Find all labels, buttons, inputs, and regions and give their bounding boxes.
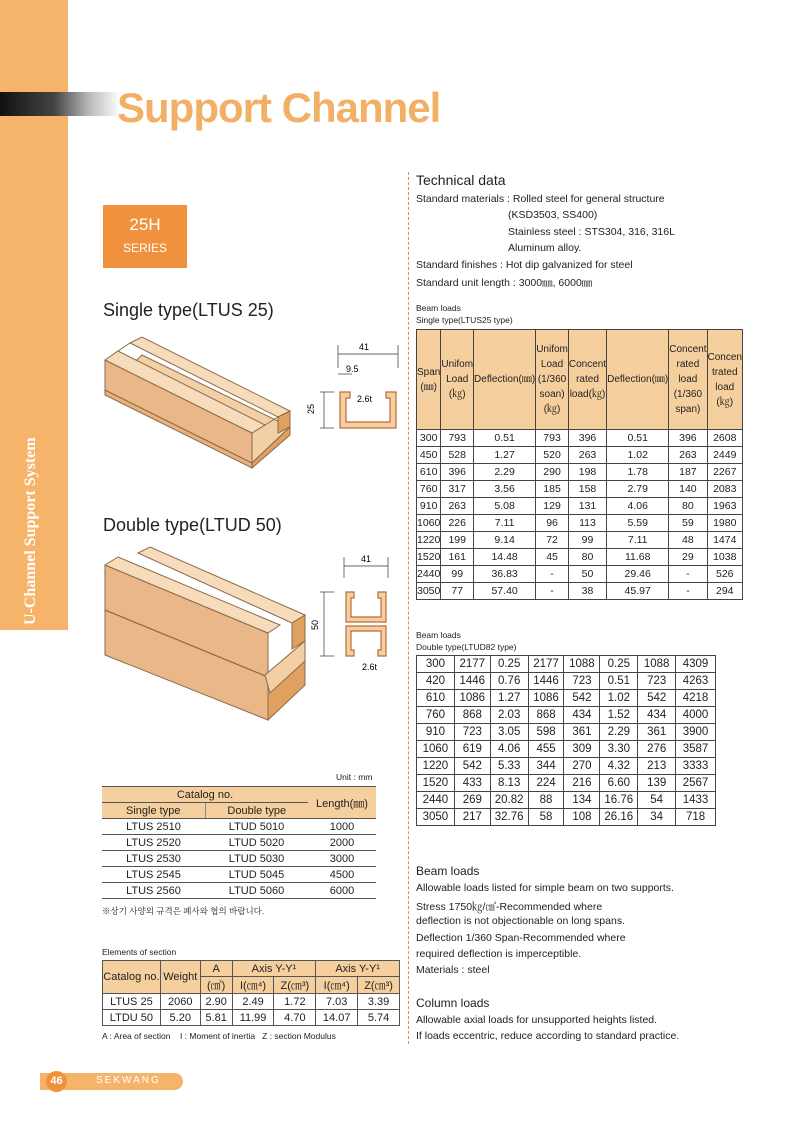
col-header: Unifom Load (㎏) — [441, 330, 474, 430]
table-cell: 1446 — [528, 673, 564, 690]
tech-line: Standard finishes : Hot dip galvanized for steel — [416, 259, 633, 271]
table-cell: 1000 — [308, 819, 376, 835]
table-cell: 45 — [536, 549, 569, 566]
elements-table — [102, 960, 400, 1026]
table-cell: 0.76 — [490, 673, 528, 690]
table-cell: LTUS 2560 — [102, 883, 205, 899]
table-cell: 361 — [564, 724, 600, 741]
table-cell: 868 — [454, 707, 490, 724]
table-cell: 58 — [528, 809, 564, 826]
beam-note-line: Deflection 1/360 Span-Recommended where — [416, 932, 626, 944]
elements-i-header: I(㎝⁴) — [232, 977, 274, 994]
column-divider — [408, 172, 409, 1044]
table-cell: 2.03 — [490, 707, 528, 724]
table-cell: 88 — [528, 792, 564, 809]
table-cell: 542 — [564, 690, 600, 707]
table-cell: 57.40 — [474, 583, 536, 600]
table-cell: 1086 — [454, 690, 490, 707]
beam-single-row — [417, 566, 743, 583]
table-cell: 54 — [638, 792, 676, 809]
table-cell: 2267 — [707, 464, 742, 481]
table-cell: 723 — [454, 724, 490, 741]
beam-double-row — [417, 758, 716, 775]
table-cell: 290 — [536, 464, 569, 481]
table-cell: 1060 — [417, 741, 455, 758]
table-cell: 2060 — [160, 994, 200, 1010]
table-cell: LTUD 5020 — [205, 835, 308, 851]
table-cell: 361 — [638, 724, 676, 741]
col-header: Span (㎜) — [417, 330, 441, 430]
series-badge — [103, 205, 187, 268]
col-header: Concent rated load(㎏) — [568, 330, 606, 430]
table-cell: 263 — [568, 447, 606, 464]
table-cell: 3.39 — [358, 994, 400, 1010]
table-cell: 276 — [638, 741, 676, 758]
table-cell: 1.02 — [607, 447, 669, 464]
elements-catalog-header: Catalog no. — [103, 961, 161, 994]
table-cell: LTUS 2520 — [102, 835, 205, 851]
table-cell: 7.11 — [474, 515, 536, 532]
table-cell: 1038 — [707, 549, 742, 566]
table-cell: 48 — [669, 532, 707, 549]
table-cell: 32.76 — [490, 809, 528, 826]
elements-z-header: Z(㎝³) — [274, 977, 316, 994]
table-cell: 187 — [669, 464, 707, 481]
single-channel-section-drawing — [300, 340, 410, 435]
table-cell: 1474 — [707, 532, 742, 549]
table-cell: 1446 — [454, 673, 490, 690]
table-cell: 45.97 — [607, 583, 669, 600]
col-header: Unifom Load (1/360 soan) (㎏) — [536, 330, 569, 430]
table-cell: 4263 — [676, 673, 716, 690]
table-cell: 598 — [528, 724, 564, 741]
elements-row — [103, 1010, 400, 1026]
table-cell: LTUS 2545 — [102, 867, 205, 883]
table-cell: 434 — [638, 707, 676, 724]
table-cell: 20.82 — [490, 792, 528, 809]
title-gradient-bar — [0, 92, 120, 116]
table-cell: 450 — [417, 447, 441, 464]
catalog-unit: Unit : mm — [336, 772, 373, 782]
elements-z-header: Z(㎝³) — [358, 977, 400, 994]
table-cell: 723 — [564, 673, 600, 690]
beam-note-line: Stress 1750㎏/㎠-Recommended where — [416, 901, 603, 913]
table-cell: 80 — [568, 549, 606, 566]
technical-data-title: Technical data — [416, 172, 506, 188]
table-cell: 344 — [528, 758, 564, 775]
tech-line: Standard materials : Rolled steel for general structure — [416, 193, 665, 205]
table-cell: 0.25 — [490, 656, 528, 673]
table-cell: 7.11 — [607, 532, 669, 549]
table-cell: 1433 — [676, 792, 716, 809]
table-cell: 217 — [454, 809, 490, 826]
single-channel-illustration — [100, 335, 300, 470]
table-cell: 77 — [441, 583, 474, 600]
single-lip-dim: 9.5 — [346, 364, 359, 374]
catalog-row — [102, 835, 376, 851]
table-cell: 5.59 — [607, 515, 669, 532]
table-cell: 317 — [441, 481, 474, 498]
table-cell: 4000 — [676, 707, 716, 724]
single-type-title: Single type(LTUS 25) — [103, 300, 274, 320]
table-cell: LTUS 2510 — [102, 819, 205, 835]
table-cell: 161 — [441, 549, 474, 566]
table-cell: 4500 — [308, 867, 376, 883]
table-cell: 619 — [454, 741, 490, 758]
table-cell: 198 — [568, 464, 606, 481]
table-cell: 2449 — [707, 447, 742, 464]
table-cell: 3050 — [417, 583, 441, 600]
col-header: Deflection(㎜) — [474, 330, 536, 430]
table-cell: 2000 — [308, 835, 376, 851]
table-cell: 309 — [564, 741, 600, 758]
table-cell: 3050 — [417, 809, 455, 826]
double-width-dim: 41 — [360, 554, 372, 564]
table-cell: 4.06 — [607, 498, 669, 515]
table-cell: 793 — [536, 430, 569, 447]
catalog-double-header: Double type — [205, 803, 308, 819]
catalog-row — [102, 883, 376, 899]
beam-double-table — [416, 655, 716, 826]
table-cell: 140 — [669, 481, 707, 498]
table-cell: LTUS 25 — [103, 994, 161, 1010]
beam-notes-title: Beam loads — [416, 864, 480, 878]
table-cell: 59 — [669, 515, 707, 532]
table-cell: 455 — [528, 741, 564, 758]
table-cell: 38 — [568, 583, 606, 600]
beam-double-subcaption: Double type(LTUD82 type) — [416, 642, 517, 652]
table-cell: 269 — [454, 792, 490, 809]
table-cell: 5.74 — [358, 1010, 400, 1026]
table-cell: 4.06 — [490, 741, 528, 758]
table-cell: 910 — [417, 724, 455, 741]
table-cell: 520 — [536, 447, 569, 464]
double-thick-dim: 2.6t — [362, 662, 378, 672]
table-cell: 1.27 — [490, 690, 528, 707]
beam-single-row — [417, 549, 743, 566]
table-cell: 542 — [454, 758, 490, 775]
table-cell: 1086 — [528, 690, 564, 707]
footer-brand: SEKWANG — [96, 1075, 161, 1086]
table-cell: 14.48 — [474, 549, 536, 566]
table-cell: 6.60 — [600, 775, 638, 792]
table-cell: 2608 — [707, 430, 742, 447]
table-cell: 226 — [441, 515, 474, 532]
table-cell: 3900 — [676, 724, 716, 741]
table-cell: LTUD 5060 — [205, 883, 308, 899]
table-cell: 2.29 — [474, 464, 536, 481]
table-cell: 224 — [528, 775, 564, 792]
table-cell: 610 — [417, 690, 455, 707]
series-label: SERIES — [122, 241, 167, 255]
beam-double-row — [417, 690, 716, 707]
beam-double-row — [417, 792, 716, 809]
beam-double-row — [417, 673, 716, 690]
catalog-row — [102, 867, 376, 883]
table-cell: 3000 — [308, 851, 376, 867]
beam-double-row — [417, 707, 716, 724]
table-cell: 4309 — [676, 656, 716, 673]
elements-a-unit: (㎠) — [200, 977, 232, 994]
elements-i-header: I(㎝⁴) — [316, 977, 358, 994]
table-cell: 9.14 — [474, 532, 536, 549]
table-cell: 108 — [564, 809, 600, 826]
table-cell: 185 — [536, 481, 569, 498]
table-cell: 2567 — [676, 775, 716, 792]
beam-single-row — [417, 481, 743, 498]
table-cell: 29.46 — [607, 566, 669, 583]
table-cell: 610 — [417, 464, 441, 481]
elements-axis1-header: Axis Y-Y¹ — [232, 961, 316, 977]
single-width-dim: 41 — [358, 342, 370, 352]
table-cell: LTUD 5030 — [205, 851, 308, 867]
table-cell: 0.25 — [600, 656, 638, 673]
table-cell: 723 — [638, 673, 676, 690]
table-cell: 26.16 — [600, 809, 638, 826]
table-cell: 34 — [638, 809, 676, 826]
table-cell: 72 — [536, 532, 569, 549]
double-channel-section-drawing — [300, 552, 410, 677]
table-cell: 50 — [568, 566, 606, 583]
table-cell: 1220 — [417, 532, 441, 549]
table-cell: 2.49 — [232, 994, 274, 1010]
table-cell: 2177 — [528, 656, 564, 673]
table-cell: 294 — [707, 583, 742, 600]
table-cell: 0.51 — [600, 673, 638, 690]
table-cell: 2.29 — [600, 724, 638, 741]
beam-double-row — [417, 775, 716, 792]
table-cell: 6000 — [308, 883, 376, 899]
beam-note-line: Materials : steel — [416, 964, 490, 976]
table-cell: 433 — [454, 775, 490, 792]
table-cell: 1.02 — [600, 690, 638, 707]
table-cell: 1088 — [638, 656, 676, 673]
table-cell: - — [669, 583, 707, 600]
table-cell: 5.81 — [200, 1010, 232, 1026]
table-cell: 99 — [441, 566, 474, 583]
beam-single-row — [417, 464, 743, 481]
table-cell: 528 — [441, 447, 474, 464]
col-header: Concent rated load (1/360 span) — [669, 330, 707, 430]
tech-line: Standard unit length : 3000㎜, 6000㎜ — [416, 277, 593, 289]
beam-single-table — [416, 329, 743, 600]
table-cell: 0.51 — [474, 430, 536, 447]
double-type-title: Double type(LTUD 50) — [103, 515, 282, 535]
series-name: 25H — [129, 215, 161, 234]
table-cell: 158 — [568, 481, 606, 498]
table-cell: 1.72 — [274, 994, 316, 1010]
beam-note-line: Allowable loads listed for simple beam on two supports. — [416, 882, 674, 894]
table-cell: 1.78 — [607, 464, 669, 481]
table-cell: 1.27 — [474, 447, 536, 464]
beam-single-row — [417, 532, 743, 549]
table-cell: 420 — [417, 673, 455, 690]
table-cell: 793 — [441, 430, 474, 447]
table-cell: 96 — [536, 515, 569, 532]
table-cell: 14.07 — [316, 1010, 358, 1026]
table-cell: 2440 — [417, 566, 441, 583]
beam-double-row — [417, 724, 716, 741]
table-cell: LTUS 2530 — [102, 851, 205, 867]
table-cell: 2440 — [417, 792, 455, 809]
table-cell: 718 — [676, 809, 716, 826]
table-cell: 199 — [441, 532, 474, 549]
catalog-single-header: Single type — [102, 803, 205, 819]
table-cell: 868 — [528, 707, 564, 724]
table-cell: 760 — [417, 481, 441, 498]
table-cell: 396 — [568, 430, 606, 447]
table-cell: 5.20 — [160, 1010, 200, 1026]
elements-a-header: A — [200, 961, 232, 977]
table-cell: LTUD 5010 — [205, 819, 308, 835]
page-title: Support Channel — [117, 84, 441, 131]
elements-axis2-header: Axis Y-Y¹ — [316, 961, 400, 977]
table-cell: 11.99 — [232, 1010, 274, 1026]
beam-note-line: deflection is not objectionable on long spans. — [416, 915, 625, 927]
beam-single-row — [417, 583, 743, 600]
single-thick-dim: 2.6t — [357, 394, 373, 404]
table-cell: 1060 — [417, 515, 441, 532]
elements-weight-header: Weight — [160, 961, 200, 994]
elements-caption: Elements of section — [102, 947, 177, 957]
beam-single-row — [417, 447, 743, 464]
beam-double-row — [417, 656, 716, 673]
table-cell: 7.03 — [316, 994, 358, 1010]
table-cell: 1220 — [417, 758, 455, 775]
catalog-row — [102, 851, 376, 867]
table-cell: 3333 — [676, 758, 716, 775]
table-cell: 3.56 — [474, 481, 536, 498]
table-cell: 396 — [441, 464, 474, 481]
column-note-line: If loads eccentric, reduce according to standard practice. — [416, 1030, 680, 1042]
table-cell: 8.13 — [490, 775, 528, 792]
table-cell: 113 — [568, 515, 606, 532]
col-header: Concen trated load (㎏) — [707, 330, 742, 430]
table-cell: 1.52 — [600, 707, 638, 724]
table-cell: 760 — [417, 707, 455, 724]
column-notes-title: Column loads — [416, 996, 490, 1010]
table-cell: - — [536, 583, 569, 600]
table-cell: 3.30 — [600, 741, 638, 758]
beam-single-row — [417, 515, 743, 532]
tech-line: Stainless steel : STS304, 316, 316L — [508, 226, 675, 238]
table-cell: 0.51 — [607, 430, 669, 447]
page-number: 46 — [46, 1071, 67, 1092]
beam-note-line: required deflection is imperceptible. — [416, 948, 582, 960]
beam-single-caption: Beam loads — [416, 303, 461, 313]
table-cell: 4.32 — [600, 758, 638, 775]
table-cell: 2177 — [454, 656, 490, 673]
table-cell: 139 — [638, 775, 676, 792]
table-cell: 910 — [417, 498, 441, 515]
table-cell: 129 — [536, 498, 569, 515]
table-cell: 542 — [638, 690, 676, 707]
table-cell: 1520 — [417, 775, 455, 792]
table-cell: 3.05 — [490, 724, 528, 741]
table-cell: 29 — [669, 549, 707, 566]
table-cell: LTDU 50 — [103, 1010, 161, 1026]
catalog-row — [102, 819, 376, 835]
table-cell: LTUD 5045 — [205, 867, 308, 883]
table-cell: 263 — [441, 498, 474, 515]
table-cell: 99 — [568, 532, 606, 549]
table-cell: 3587 — [676, 741, 716, 758]
table-cell: - — [669, 566, 707, 583]
col-header: Deflection(㎜) — [607, 330, 669, 430]
table-cell: 5.08 — [474, 498, 536, 515]
table-cell: 300 — [417, 656, 455, 673]
table-cell: 11.68 — [607, 549, 669, 566]
catalog-length-header: Length(㎜) — [308, 787, 376, 819]
table-cell: 4.70 — [274, 1010, 316, 1026]
table-cell: 1963 — [707, 498, 742, 515]
table-cell: 300 — [417, 430, 441, 447]
table-cell: 263 — [669, 447, 707, 464]
catalog-table — [102, 786, 376, 899]
table-cell: 1088 — [564, 656, 600, 673]
beam-double-row — [417, 741, 716, 758]
table-cell: 270 — [564, 758, 600, 775]
table-cell: 134 — [564, 792, 600, 809]
table-cell: - — [536, 566, 569, 583]
beam-double-row — [417, 809, 716, 826]
sidebar-label: U-Channel Support System — [22, 437, 39, 625]
catalog-note: ※상기 사양외 규격은 폐사와 협의 바랍니다. — [102, 906, 265, 916]
table-cell: 2.79 — [607, 481, 669, 498]
table-cell: 80 — [669, 498, 707, 515]
tech-line: (KSD3503, SS400) — [508, 209, 598, 221]
table-cell: 1980 — [707, 515, 742, 532]
table-cell: 131 — [568, 498, 606, 515]
double-channel-illustration — [100, 545, 315, 725]
table-cell: 2.90 — [200, 994, 232, 1010]
catalog-group-header: Catalog no. — [102, 787, 308, 803]
table-cell: 526 — [707, 566, 742, 583]
elements-legend: A : Area of section I : Moment of inertia Z : section Modulus — [102, 1031, 336, 1041]
table-cell: 434 — [564, 707, 600, 724]
elements-row — [103, 994, 400, 1010]
tech-line: Aluminum alloy. — [508, 242, 582, 254]
column-note-line: Allowable axial loads for unsupported heights listed. — [416, 1014, 658, 1026]
beam-single-subcaption: Single type(LTUS25 type) — [416, 315, 513, 325]
table-cell: 1520 — [417, 549, 441, 566]
table-cell: 396 — [669, 430, 707, 447]
table-cell: 2083 — [707, 481, 742, 498]
double-height-dim: 50 — [310, 619, 320, 630]
table-cell: 216 — [564, 775, 600, 792]
table-cell: 5.33 — [490, 758, 528, 775]
table-cell: 16.76 — [600, 792, 638, 809]
table-cell: 36.83 — [474, 566, 536, 583]
beam-single-row — [417, 498, 743, 515]
single-height-dim: 25 — [306, 403, 316, 414]
beam-double-caption: Beam loads — [416, 630, 461, 640]
table-cell: 4218 — [676, 690, 716, 707]
table-cell: 213 — [638, 758, 676, 775]
beam-single-row — [417, 430, 743, 447]
